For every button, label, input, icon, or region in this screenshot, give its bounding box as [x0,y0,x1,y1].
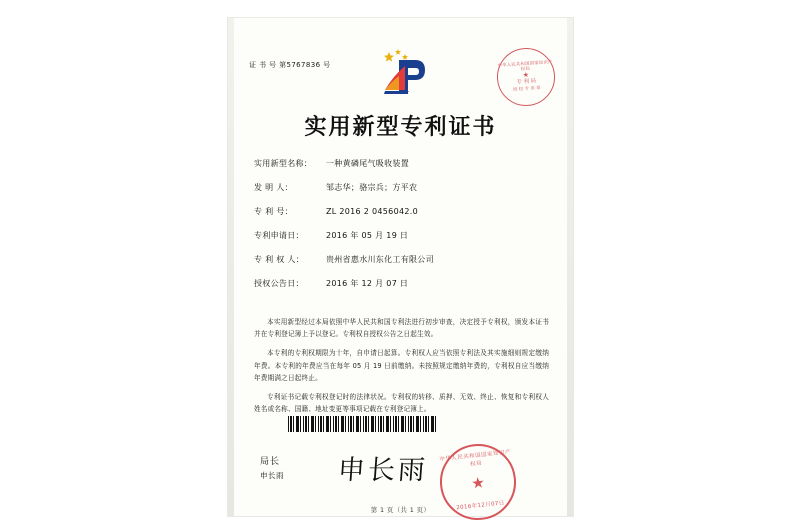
legal-text [254,316,549,422]
barcode-icon [288,416,438,432]
legal-paragraph-2: 本专利的专利权期限为十年，自申请日起算。专利权人应当依照专利法及其实施细则规定缴纳年费。本专利的年费应当在每年 05 月 19 日前缴纳。未按照规定缴纳年费的，专利权自应当缴纳年费期满之日起终止。 [254,349,549,382]
director-name: 申长雨 [260,471,284,480]
top-seal-ring-text: 中华人民共和国国家知识产权局 [497,60,553,73]
handwritten-signature: 申长雨 [336,455,429,486]
bottom-seal-date: 2016年12月07日 [456,500,505,512]
page-indicator: 第 1 页（共 1 页） [370,506,431,514]
director-label: 局长 [260,457,281,467]
bottom-seal-star-icon: ★ [470,472,486,493]
field-label: 实用新型名称： [254,159,313,168]
field-list [254,158,554,302]
field-value: ZL 2016 2 0456042.0 [326,207,418,216]
legal-paragraph-1: 本实用新型经过本局依照中华人民共和国专利法进行初步审查，决定授予专利权，颁发本证书并在专利登记簿上予以登记。专利权自授权公告之日起生效。 [254,318,549,339]
field-inventor [254,182,554,193]
field-label: 专 利 权 人： [254,255,305,264]
field-value: 邹志华；骆宗兵；方平农 [326,183,418,192]
certificate-number: 证 书 号 第5767836 号 [249,61,331,69]
field-label: 发 明 人： [254,183,293,192]
top-seal-purpose: 授 权 专 用 章 [512,85,541,93]
certificate-body [228,18,573,516]
top-seal-office: 专 利 局 [516,78,537,87]
field-patentee [254,254,554,265]
top-seal-stamp [495,46,557,108]
field-value: 2016 年 05 月 19 日 [326,231,409,240]
field-value: 2016 年 12 月 07 日 [326,279,409,288]
field-label: 授权公告日： [254,279,304,288]
top-seal-star-icon: ★ [522,71,530,80]
field-label: 专 利 号： [254,207,293,216]
field-value: 一种黄磷尾气吸收装置 [326,159,409,168]
field-application-date [254,230,554,241]
patent-certificate [228,18,573,516]
legal-paragraph-3: 专利证书记载专利权登记时的法律状况。专利权的转移、质押、无效、终止、恢复和专利权人姓名或名称、国籍、地址变更等事项记载在专利登记簿上。 [254,392,549,414]
field-utility-model-name [254,158,554,169]
field-announcement-date [254,278,554,289]
field-label: 专利申请日： [254,231,304,240]
bottom-seal-ring-text: 中华人民共和国国家知识产权局 [439,449,512,468]
page-title: 实用新型专利证书 [304,115,497,140]
field-value: 贵州省惠水川东化工有限公司 [326,255,434,264]
field-patent-number [254,206,554,217]
patent-logo-icon [375,46,433,102]
